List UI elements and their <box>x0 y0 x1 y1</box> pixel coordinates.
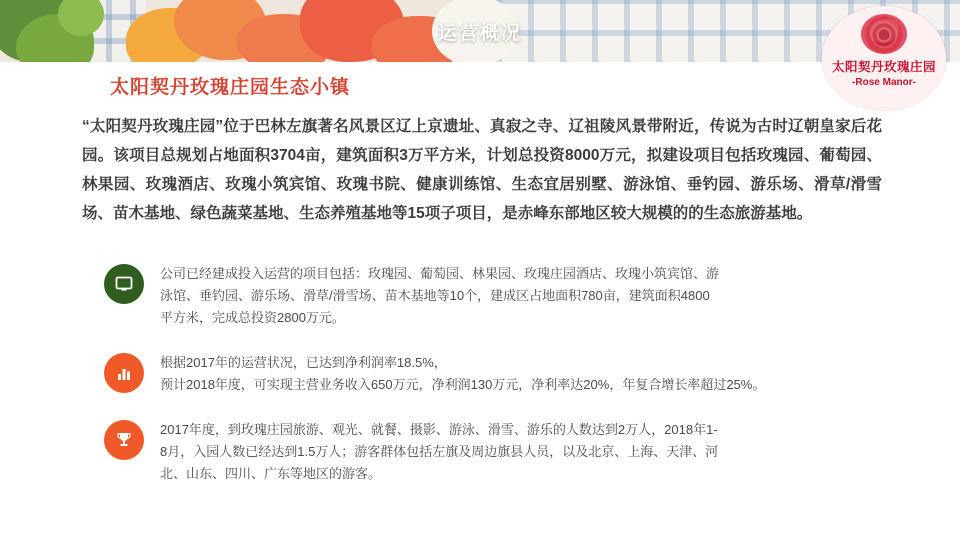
brand-logo <box>822 6 946 110</box>
monitor-icon <box>104 264 144 304</box>
banner-title: 运营概况 <box>437 22 522 44</box>
text-line: 8月，入园人数已经达到1.5万人；游客群体包括左旗及周边旗县人员，以及北京、上海、天津、河 <box>160 444 719 459</box>
text-line: 北、山东、四川、广东等地区的游客。 <box>160 466 382 481</box>
list-item <box>104 262 924 329</box>
rose-icon <box>861 14 907 54</box>
text-line: 预计2018年度，可实现主营业务收入650万元，净利润130万元，净利率达20%，年复合增长率超过25%。 <box>160 377 766 392</box>
list-item-text <box>160 418 718 485</box>
page-title: 太阳契丹玫瑰庄园生态小镇 <box>110 77 351 98</box>
text-line: 平方米，完成总投资2800万元。 <box>160 310 345 325</box>
logo-name-cn: 太阳契丹玫瑰庄园 <box>831 60 936 74</box>
lead-paragraph: “太阳契丹玫瑰庄园”位于巴林左旗著名风景区辽上京遗址、真寂之寺、辽祖陵风景带附近，传说为古时辽朝皇家后花园。该项目总规划占地面积3704亩，建筑面积3万平方米，计划总投资8000万元，拟建设项目包括玫瑰园、葡萄园、林果园、玫瑰酒店、玫瑰小筑宾馆、玫瑰书院、健康训练馆、生态宜居别墅、游泳馆、垂钓园、游乐场、滑草/滑雪场、苗木基地、绿色蔬菜基地、生态养殖基地等15项子项目，是赤峰东部地区较大规模的的生态旅游基地。 <box>82 118 882 222</box>
list-item <box>104 418 924 485</box>
list-item <box>104 351 924 396</box>
text-line: 公司已经建成投入运营的项目包括：玫瑰园、葡萄园、林果园、玫瑰庄园酒店、玫瑰小筑宾馆、游 <box>160 266 720 281</box>
text-line: 2017年度，到玫瑰庄园旅游、观光、就餐、摄影、游泳、滑雪、游乐的人数达到2万人，2018年1- <box>160 422 718 437</box>
text-line: 根据2017年的运营状况，已达到净利润率18.5%， <box>160 355 447 370</box>
list-item-text <box>160 351 765 396</box>
logo-name-en: -Rose Manor- <box>852 77 916 88</box>
bar-chart-icon <box>104 353 144 393</box>
text-line: 泳馆、垂钓园、游乐场、滑草/滑雪场、苗木基地等10个，建成区占地面积780亩，建筑面积4800 <box>160 288 710 303</box>
list-item-text <box>160 262 719 329</box>
header-photo-banner <box>0 0 960 62</box>
bullet-list <box>104 262 924 507</box>
trophy-icon <box>104 420 144 460</box>
